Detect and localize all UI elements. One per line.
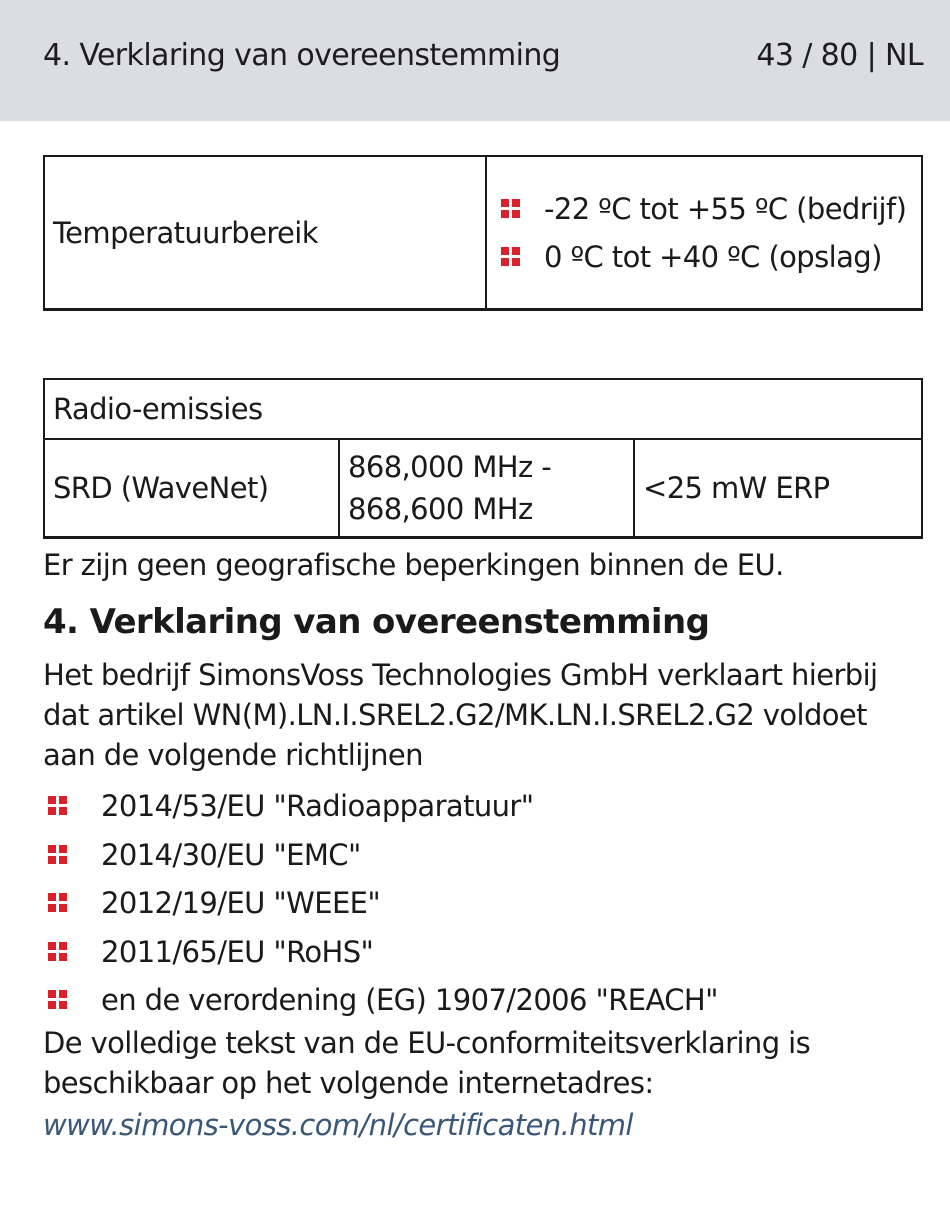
temperature-storage: 0 ºC tot +40 ºC (opslag) (544, 239, 882, 274)
radio-emissions-table (43, 378, 923, 539)
list-item (48, 782, 718, 831)
red-square-bullet-icon (48, 893, 68, 913)
directive-label: 2014/53/EU "Radioapparatuur" (101, 789, 534, 824)
page-header (0, 0, 950, 121)
certificates-link[interactable]: www.simons-voss.com/nl/certificaten.html (43, 1108, 633, 1142)
list-item (48, 928, 718, 977)
temperature-list (501, 189, 913, 277)
list-item (48, 831, 718, 880)
list-item (48, 976, 718, 1025)
temperature-label-cell (44, 156, 486, 310)
list-item (501, 237, 913, 277)
red-square-bullet-icon (501, 199, 521, 219)
temperature-values-cell (486, 156, 922, 310)
list-item (501, 189, 913, 229)
radio-name-cell: SRD (WaveNet) (44, 439, 339, 538)
radio-power-cell: <25 mW ERP (634, 439, 922, 538)
red-square-bullet-icon (48, 990, 68, 1010)
red-square-bullet-icon (48, 796, 68, 816)
directive-label: 2011/65/EU "RoHS" (101, 934, 374, 969)
section-heading: 4. Verklaring van overeenstemming (43, 602, 710, 642)
temperature-table (43, 155, 923, 311)
directive-label: 2014/30/EU "EMC" (101, 837, 361, 872)
geographic-note: Er zijn geen geografische beperkingen binnen de EU. (43, 548, 784, 582)
red-square-bullet-icon (48, 942, 68, 962)
outro-paragraph: De volledige tekst van de EU-conformiteitsverklaring is beschikbaar op het volgende internetadres: (43, 1026, 811, 1100)
page-number: 43 / 80 | NL (756, 38, 923, 73)
red-square-bullet-icon (501, 247, 521, 267)
temperature-operating: -22 ºC tot +55 ºC (bedrijf) (544, 191, 907, 226)
directive-label: en de verordening (EG) 1907/2006 "REACH" (101, 983, 718, 1018)
directives-list (48, 782, 718, 1025)
red-square-bullet-icon (48, 845, 68, 865)
directive-label: 2012/19/EU "WEEE" (101, 886, 381, 921)
list-item (48, 879, 718, 928)
temperature-label: Temperatuurbereik (53, 215, 318, 250)
radio-table-title: Radio-emissies (44, 379, 922, 439)
header-title: 4. Verklaring van overeenstemming (43, 38, 561, 73)
intro-paragraph: Het bedrijf SimonsVoss Technologies GmbH verklaart hierbij dat artikel WN(M).LN.I.SREL2.G2/MK.LN.I.SREL2.G2 voldoet aan de volgende richtlijnen (43, 658, 878, 772)
radio-frequency-cell: 868,000 MHz - 868,600 MHz (339, 439, 634, 538)
